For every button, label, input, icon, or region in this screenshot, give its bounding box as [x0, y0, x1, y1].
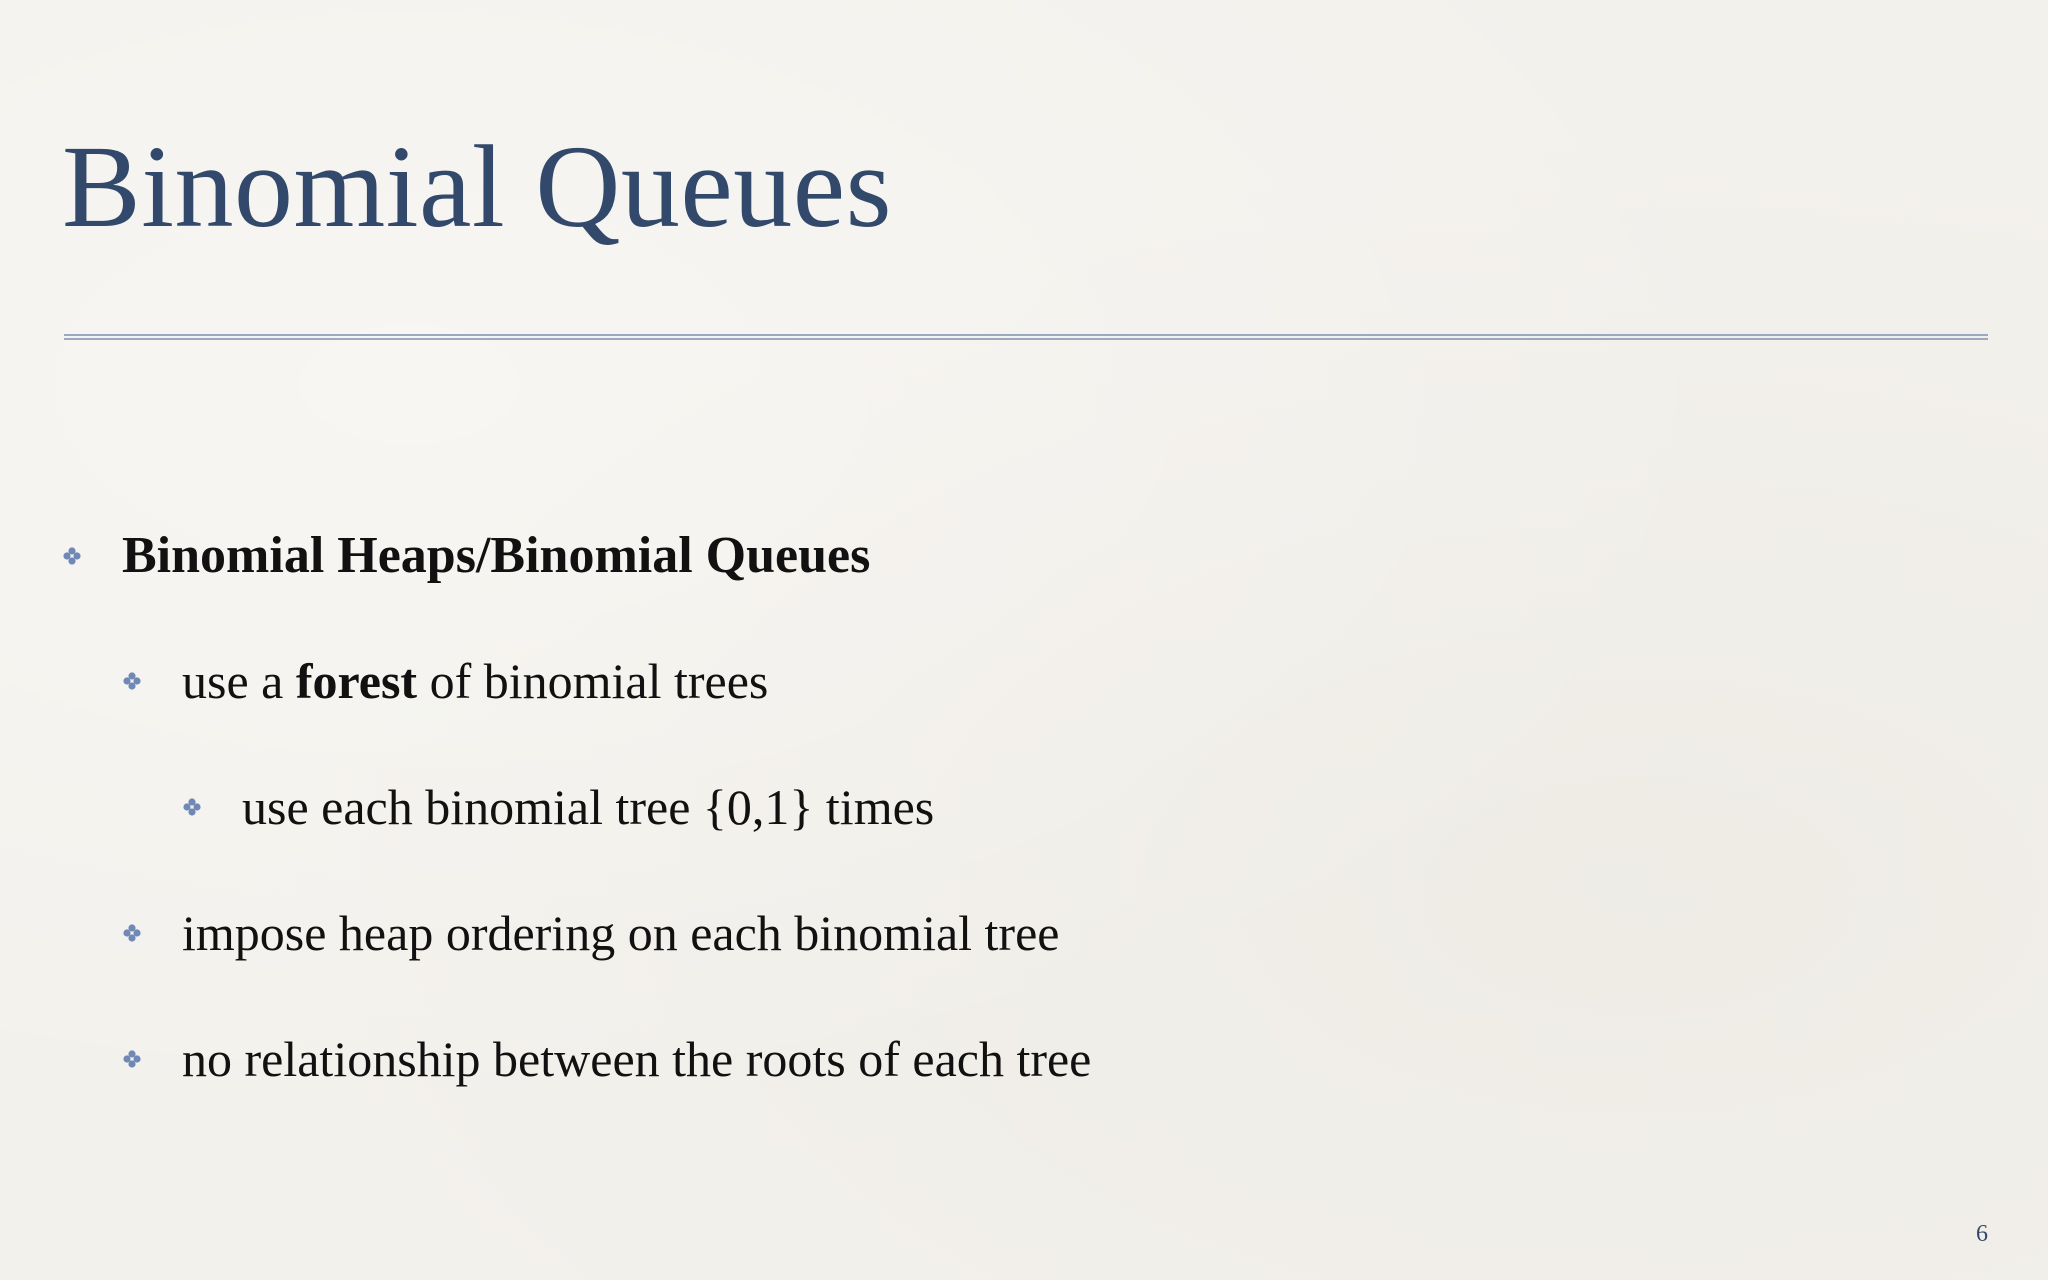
quatrefoil-bullet-icon [122, 1049, 142, 1069]
quatrefoil-bullet-icon [62, 546, 82, 566]
bullet-text-post: of binomial trees [417, 653, 769, 709]
bullet-item-level-2 [122, 904, 1059, 962]
page-number: 6 [1976, 1221, 1988, 1247]
bullet-text: no relationship between the roots of each tree [182, 1031, 1092, 1087]
bullet-text-pre: use a [182, 653, 296, 709]
bullet-text [182, 652, 768, 710]
quatrefoil-bullet-icon [122, 671, 142, 691]
bullet-text: use each binomial tree {0,1} times [242, 779, 935, 835]
bullet-item-level-2 [122, 1030, 1091, 1088]
slide-title: Binomial Queues [62, 121, 893, 252]
quatrefoil-bullet-icon [182, 797, 202, 817]
bullet-item-level-3 [182, 778, 934, 836]
quatrefoil-bullet-icon [122, 923, 142, 943]
bullet-text: impose heap ordering on each binomial tree [182, 905, 1060, 961]
bullet-text: Binomial Heaps/Binomial Queues [122, 527, 871, 584]
bullet-item-level-1 [62, 526, 870, 585]
title-divider [64, 334, 1988, 340]
bullet-text-bold: forest [295, 653, 418, 709]
bullet-item-level-2 [122, 652, 768, 710]
